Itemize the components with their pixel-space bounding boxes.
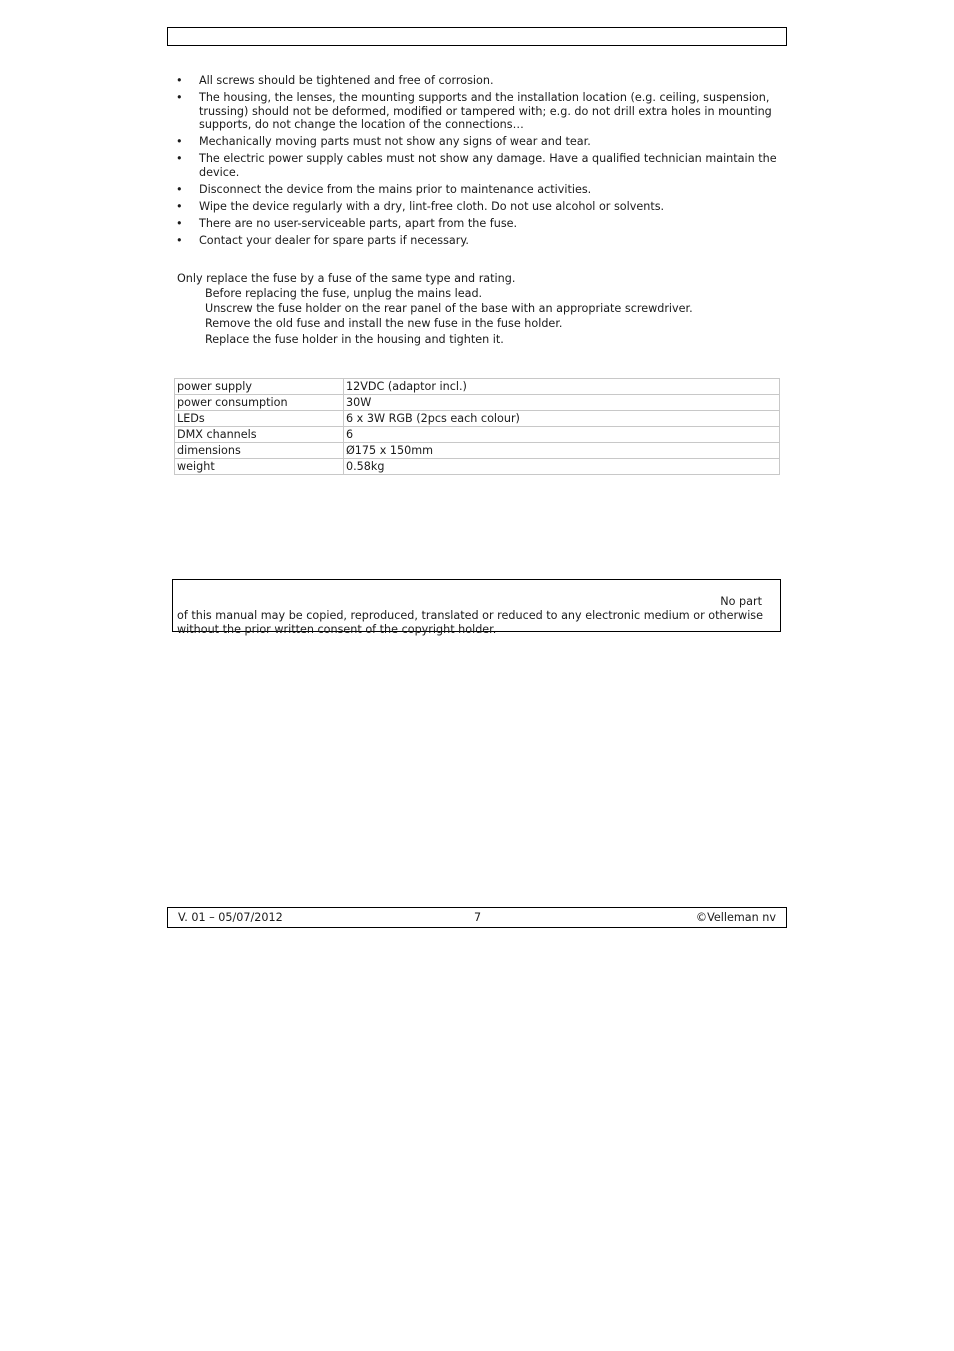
maintenance-list bbox=[176, 74, 780, 251]
copyright-text: of this manual may be copied, reproduced, translated or reduced to any electronic medium or otherwise without the prior written consent of the copyright holder. bbox=[177, 609, 764, 636]
fuse-step: Remove the old fuse and install the new fuse in the fuse holder. bbox=[205, 317, 563, 331]
list-item-text: Mechanically moving parts must not show any signs of wear and tear. bbox=[199, 135, 591, 149]
list-item-text: Wipe the device regularly with a dry, lint-free cloth. Do not use alcohol or solvents. bbox=[199, 199, 665, 213]
list-item-text: There are no user-serviceable parts, apart from the fuse. bbox=[199, 216, 518, 230]
table-row bbox=[175, 459, 780, 475]
list-item bbox=[176, 200, 780, 214]
fuse-step: Before replacing the fuse, unplug the mains lead. bbox=[205, 287, 483, 300]
fuse-step: Unscrew the fuse holder on the rear panel of the base with an appropriate screwdriver. bbox=[205, 302, 693, 316]
spec-value: 0.58kg bbox=[344, 459, 780, 475]
list-item bbox=[176, 74, 780, 88]
spec-key: weight bbox=[175, 459, 344, 475]
spec-key: dimensions bbox=[175, 443, 344, 459]
bullet-icon: • bbox=[176, 199, 183, 213]
bullet-icon: • bbox=[176, 74, 183, 87]
header-frame bbox=[167, 27, 787, 46]
spec-value: 12VDC (adaptor incl.) bbox=[344, 379, 780, 395]
table-row bbox=[175, 443, 780, 459]
bullet-icon: • bbox=[176, 216, 183, 230]
bullet-icon: • bbox=[176, 152, 183, 166]
footer-company: ©Velleman nv bbox=[695, 911, 776, 924]
list-item bbox=[176, 234, 780, 248]
list-item bbox=[176, 152, 780, 179]
table-row bbox=[175, 379, 780, 395]
list-item bbox=[176, 183, 780, 197]
bullet-icon: • bbox=[176, 182, 183, 196]
bullet-icon: • bbox=[176, 233, 183, 247]
bullet-icon: • bbox=[176, 90, 183, 104]
specifications-table bbox=[174, 378, 780, 475]
list-item-text: Disconnect the device from the mains prior to maintenance activities. bbox=[199, 182, 592, 196]
list-item bbox=[176, 217, 780, 231]
copyright-lead: No part bbox=[720, 595, 762, 608]
spec-key: power supply bbox=[175, 379, 344, 395]
copyright-notice bbox=[172, 579, 781, 636]
table-row bbox=[175, 427, 780, 443]
spec-value: 6 bbox=[344, 427, 780, 443]
list-item-text: All screws should be tightened and free of corrosion. bbox=[199, 74, 494, 87]
spec-value: 6 x 3W RGB (2pcs each colour) bbox=[344, 411, 780, 427]
list-item-text: Contact your dealer for spare parts if necessary. bbox=[199, 233, 469, 247]
spec-key: DMX channels bbox=[175, 427, 344, 443]
list-item bbox=[176, 135, 780, 149]
list-item bbox=[176, 91, 780, 132]
fuse-replacement-section bbox=[177, 271, 777, 347]
table-row bbox=[175, 411, 780, 427]
table-row bbox=[175, 395, 780, 411]
footer-page-number: 7 bbox=[474, 911, 482, 924]
spec-key: LEDs bbox=[175, 411, 344, 427]
bullet-icon: • bbox=[176, 135, 183, 149]
fuse-step: Replace the fuse holder in the housing and tighten it. bbox=[205, 332, 504, 346]
list-item-text: The housing, the lenses, the mounting supports and the installation location (e.g. ceiling, suspension, trussing) should not be deformed, modified or tampered with; e.g. do not drill extra holes in mounting supports, do not change the location of the connections… bbox=[199, 90, 772, 132]
fuse-intro: Only replace the fuse by a fuse of the same type and rating. bbox=[177, 272, 516, 285]
spec-value: 30W bbox=[344, 395, 780, 411]
spec-key: power consumption bbox=[175, 395, 344, 411]
footer-version: V. 01 – 05/07/2012 bbox=[178, 911, 283, 924]
page-footer bbox=[167, 907, 787, 928]
spec-value: Ø175 x 150mm bbox=[344, 443, 780, 459]
list-item-text: The electric power supply cables must not show any damage. Have a qualified technician maintain the device. bbox=[199, 152, 777, 179]
